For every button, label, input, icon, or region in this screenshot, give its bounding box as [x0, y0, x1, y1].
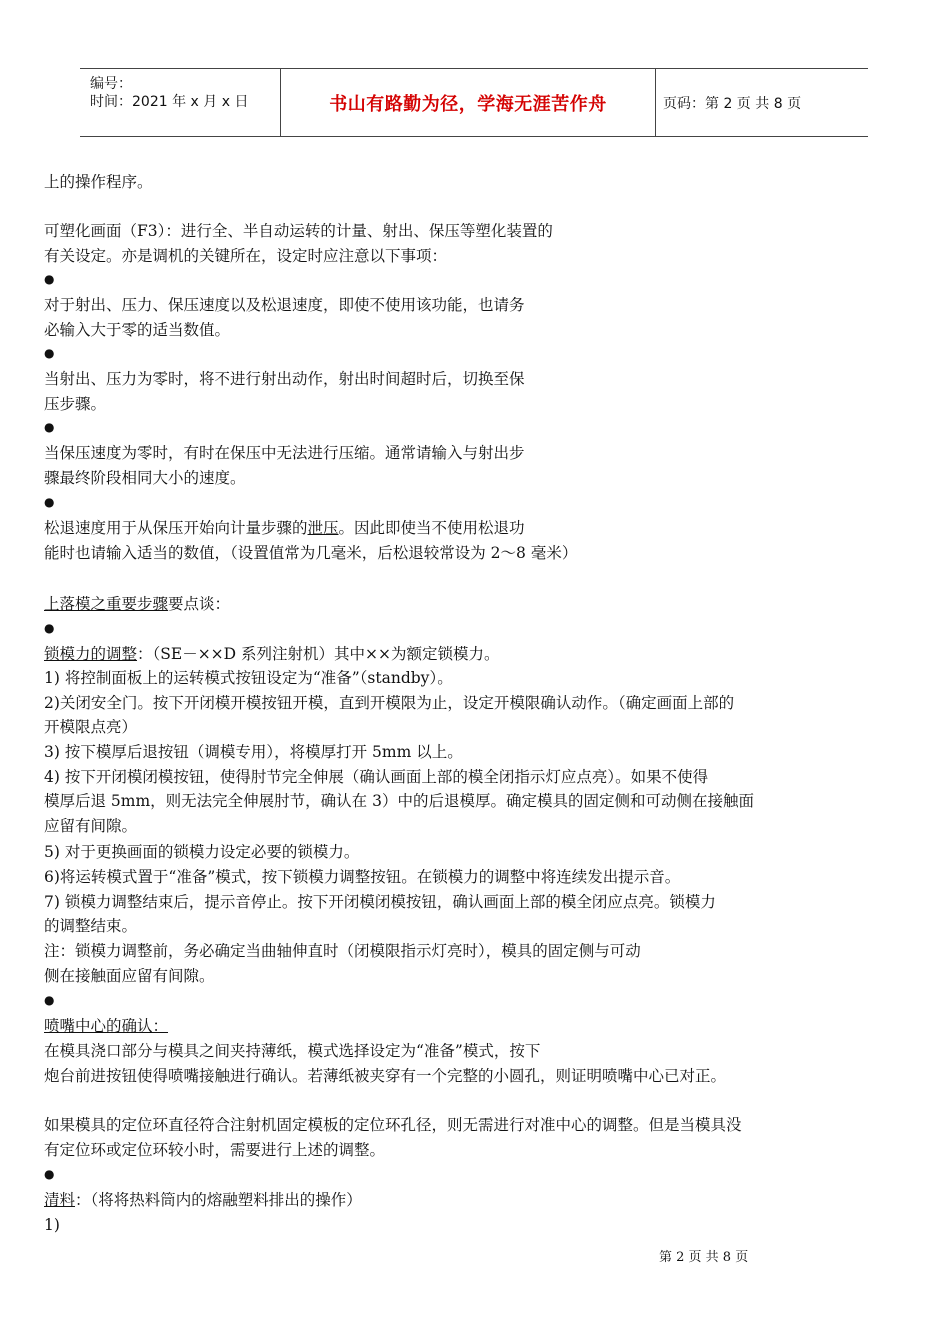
text-line: 6)将运转模式置于“准备”模式，按下锁模力调整按钮。在锁模力的调整中将连续发出提示音。 [44, 868, 681, 886]
text-line [44, 516, 525, 540]
header-page-number: 页码：第 2 页 共 8 页 [663, 95, 802, 112]
bullet-icon: ● [44, 621, 55, 635]
underlined-term: 泄压 [307, 519, 339, 537]
section-heading [44, 1014, 168, 1038]
text-span: 松退速度用于从保压开始向计量步骤的 [44, 519, 308, 537]
text-line: 对于射出、压力、保压速度以及松退速度，即使不使用该功能，也请务 [44, 296, 525, 314]
text-line: 必输入大于零的适当数值。 [44, 321, 231, 339]
text-line: 可塑化画面（F3）：进行全、半自动运转的计量、射出、保压等塑化装置的 [44, 222, 553, 240]
text-line: 当射出、压力为零时，将不进行射出动作，射出时间超时后，切换至保 [44, 370, 525, 388]
text-line: 有关设定。亦是调机的关键所在，设定时应注意以下事项： [44, 247, 448, 265]
bullet-icon: ● [44, 495, 55, 509]
document-time-label: 时间：2021 年 x 月 x 日 [90, 94, 249, 110]
header-page-cell [655, 69, 868, 136]
text-line: 的调整结束。 [44, 917, 138, 935]
underlined-heading: 清料 [44, 1191, 76, 1209]
text-line: 2)关闭安全门。按下开闭模开模按钮开模，直到开模限为止，设定开模限确认动作。（确定画面上部的 [44, 694, 735, 712]
text-line: 5) 对于更换画面的锁模力设定必要的锁模力。 [44, 843, 360, 861]
text-line: 3) 按下模厚后退按钮（调模专用），将模厚打开 5mm 以上。 [44, 743, 463, 761]
text-line: 开模限点亮） [44, 718, 138, 736]
underlined-heading: 喷嘴中心的确认： [44, 1017, 169, 1035]
document-number-label: 编号： [90, 76, 132, 92]
page-footer: 第 2 页 共 8 页 [659, 1250, 749, 1265]
page-header [80, 68, 868, 137]
text-line: 1) [44, 1216, 60, 1234]
section-heading [44, 642, 500, 666]
text-line: 如果模具的定位环直径符合注射机固定模板的定位环孔径，则无需进行对准中心的调整。但是当模具没 [44, 1116, 742, 1134]
text-line: 侧在接触面应留有间隙。 [44, 967, 215, 985]
text-span: ：（SE－××D 系列注射机）其中××为额定锁模力。 [137, 645, 500, 663]
underlined-heading: 锁模力的调整 [44, 645, 138, 663]
header-motto-cell [280, 69, 656, 136]
text-line: 炮台前进按钮使得喷嘴接触进行确认。若薄纸被夹穿有一个完整的小圆孔，则证明喷嘴中心已对正。 [44, 1067, 727, 1085]
bullet-icon: ● [44, 1167, 55, 1181]
text-line: 当保压速度为零时，有时在保压中无法进行压缩。通常请输入与射出步 [44, 444, 525, 462]
underlined-heading: 上落模之重要步骤 [44, 595, 169, 613]
text-span: 。因此即使当不使用松退功 [338, 519, 525, 537]
text-line: 上的操作程序。 [44, 173, 153, 191]
bullet-icon: ● [44, 993, 55, 1007]
bullet-icon: ● [44, 420, 55, 434]
section-heading [44, 1188, 362, 1212]
bullet-icon: ● [44, 346, 55, 360]
text-line: 7) 锁模力调整结束后，提示音停止。按下开闭模闭模按钮，确认画面上部的模全闭应点亮。锁模力 [44, 893, 716, 911]
text-span: ：（将将热料筒内的熔融塑料排出的操作） [75, 1191, 362, 1209]
text-span: 要点谈： [168, 595, 231, 613]
text-line: 骤最终阶段相同大小的速度。 [44, 469, 246, 487]
text-line: 模厚后退 5mm，则无法完全伸展肘节，确认在 3）中的后退模厚。确定模具的固定侧和可动侧在接触面 [44, 792, 754, 810]
text-line: 注：锁模力调整前，务必确定当曲轴伸直时（闭模限指示灯亮时），模具的固定侧与可动 [44, 942, 641, 960]
text-line: 压步骤。 [44, 395, 107, 413]
header-left-cell [80, 69, 280, 136]
text-line: 4) 按下开闭模闭模按钮，使得肘节完全伸展（确认画面上部的模全闭指示灯应点亮）。如果不使得 [44, 768, 709, 786]
section-heading [44, 592, 230, 616]
text-line: 在模具浇口部分与模具之间夹持薄纸，模式选择设定为“准备”模式，按下 [44, 1042, 541, 1060]
header-motto: 书山有路勤为径，学海无涯苦作舟 [329, 93, 607, 115]
text-line: 1) 将控制面板上的运转模式按钮设定为“准备”（standby）。 [44, 669, 453, 687]
text-line: 能时也请输入适当的数值，（设置值常为几毫米，后松退较常设为 2～8 毫米） [44, 544, 578, 562]
text-line: 有定位环或定位环较小时，需要进行上述的调整。 [44, 1141, 386, 1159]
text-line: 应留有间隙。 [44, 817, 138, 835]
bullet-icon: ● [44, 272, 55, 286]
